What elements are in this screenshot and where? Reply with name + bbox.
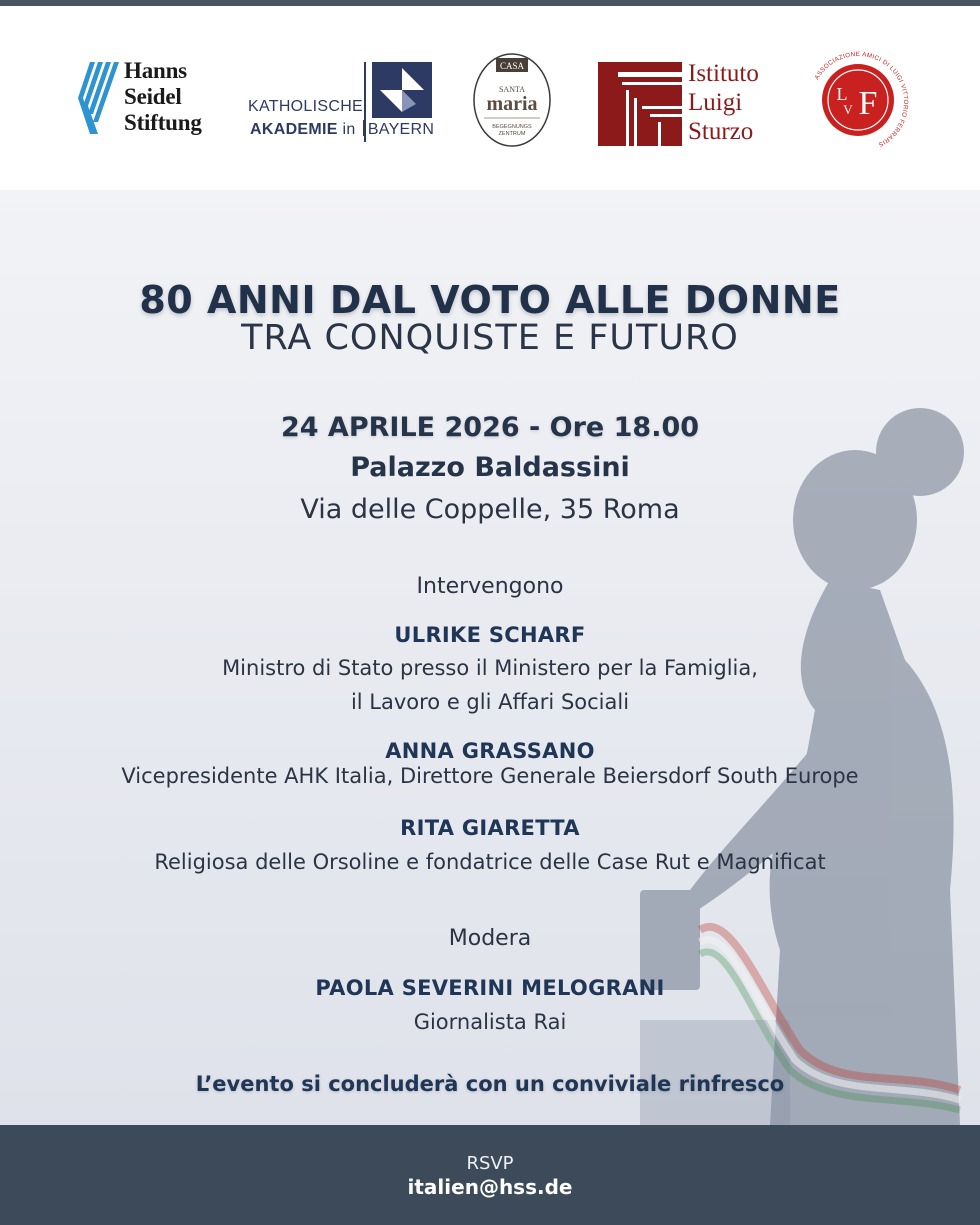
kab-emblem-icon — [372, 62, 432, 118]
kab-line1: KATHOLISCHE — [248, 98, 364, 115]
event-venue: Palazzo Baldassini — [350, 452, 630, 483]
kab-divider — [364, 62, 366, 142]
rsvp-label: RSVP — [466, 1153, 514, 1174]
sturzo-column-icon — [598, 62, 682, 146]
speaker-name: RITA GIARETTA — [400, 816, 580, 840]
sturzo-wordmark: Istituto Luigi Sturzo — [688, 60, 759, 145]
moderator-role: Giornalista Rai — [413, 1010, 567, 1034]
svg-text:CASA: CASA — [499, 61, 525, 71]
amici-luigi-vittorio-ferraris-logo — [806, 50, 910, 154]
speaker-role: Ministro di Stato presso il Ministero per la Famiglia, — [222, 656, 758, 680]
speaker-name: ANNA GRASSANO — [385, 739, 595, 763]
svg-text:F: F — [858, 85, 878, 122]
event-address: Via delle Coppelle, 35 Roma — [300, 494, 680, 525]
speaker-role: il Lavoro e gli Affari Sociali — [350, 690, 630, 714]
moderator-label: Modera — [448, 926, 532, 951]
svg-text:L: L — [836, 84, 848, 104]
speaker-role: Vicepresidente AHK Italia, Direttore Generale Beiersdorf South Europe — [121, 764, 859, 788]
svg-text:SANTA: SANTA — [498, 85, 526, 94]
casa-santa-maria-logo — [472, 52, 552, 148]
svg-text:BEGEGNUNGS: BEGEGNUNGS — [492, 124, 532, 130]
lvf-seal — [806, 50, 910, 154]
closing-note: L’evento si concluderà con un conviviale rinfresco — [195, 1072, 785, 1096]
katholische-akademie-logo — [248, 56, 438, 146]
moderator-name: PAOLA SEVERINI MELOGRANI — [315, 976, 665, 1000]
rsvp-footer — [0, 1125, 980, 1225]
speaker-name: ULRIKE SCHARF — [394, 623, 586, 647]
istituto-luigi-sturzo-logo — [598, 62, 778, 148]
svg-text:ZENTRUM: ZENTRUM — [498, 131, 526, 137]
speaker-role: Religiosa delle Orsoline e fondatrice delle Case Rut e Magnificat — [154, 850, 826, 874]
partner-logos — [0, 6, 980, 190]
event-subtitle: TRA CONQUISTE E FUTURO — [241, 318, 739, 358]
speakers-label: Intervengono — [416, 574, 564, 599]
hss-stripes-icon — [76, 58, 120, 138]
invitation-body — [0, 190, 980, 1125]
event-date-time: 24 APRILE 2026 - Ore 18.00 — [280, 412, 700, 443]
svg-text:V: V — [843, 102, 853, 117]
hss-wordmark: Hanns Seidel Stiftung — [124, 58, 202, 135]
kab-line2: AKADEMIE in BAYERN — [250, 121, 435, 138]
svg-text:maria: maria — [486, 93, 538, 115]
svg-text:ASSOCIAZIONE AMICI DI LUIGI VI: ASSOCIAZIONE AMICI DI LUIGI VITTORIO FERRARIS — [813, 50, 910, 148]
rsvp-email-link[interactable]: italien@hss.de — [407, 1175, 573, 1199]
casa-santa-maria-seal — [472, 52, 552, 148]
event-title: 80 ANNI DAL VOTO ALLE DONNE — [139, 278, 841, 322]
hanns-seidel-stiftung-logo — [76, 58, 226, 148]
